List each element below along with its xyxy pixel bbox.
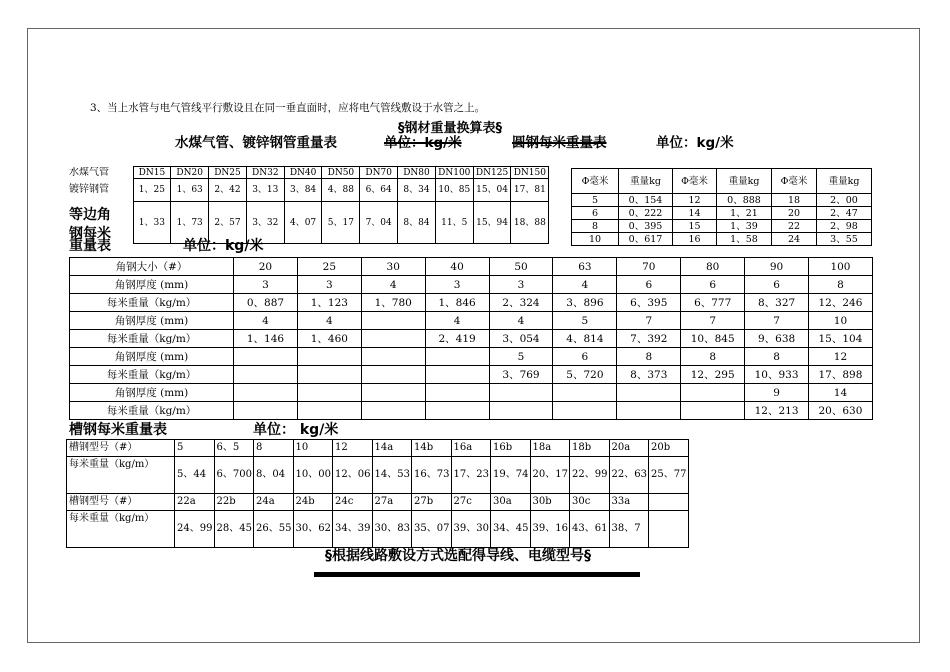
round-steel-header: Φ毫米 xyxy=(772,169,817,194)
table-cell: 39、30 xyxy=(451,511,491,548)
pipe-size-header: DN40 xyxy=(284,167,322,179)
table-cell: 3、769 xyxy=(489,366,553,384)
table-cell: 8 xyxy=(745,348,809,366)
table-cell: 24b xyxy=(293,494,333,511)
pipe-size-header: DN100 xyxy=(435,167,473,179)
table-row xyxy=(70,384,873,402)
table-cell: 10、845 xyxy=(681,330,745,348)
table-cell: 5、44 xyxy=(175,457,215,494)
table-cell: 5 xyxy=(553,312,617,330)
table-cell: 90 xyxy=(745,258,809,276)
table-cell: 40 xyxy=(425,258,489,276)
table-cell: 1、39 xyxy=(717,220,772,233)
table-cell: 4 xyxy=(234,312,298,330)
table-cell: 15、94 xyxy=(473,202,511,244)
table-cell: 1、33 xyxy=(133,202,171,244)
table-cell: 1、780 xyxy=(361,294,425,312)
table-cell: 10、00 xyxy=(293,457,333,494)
table-cell: 25 xyxy=(297,258,361,276)
table-cell: 10、933 xyxy=(745,366,809,384)
table-cell: 14a xyxy=(372,440,412,457)
angle-title-line-1: 等边角 xyxy=(69,206,111,223)
table-cell: 33a xyxy=(609,494,649,511)
table-cell: 30b xyxy=(530,494,570,511)
table-cell: 1、58 xyxy=(717,233,772,246)
table-cell: 0、617 xyxy=(619,233,673,246)
table-cell xyxy=(681,384,745,402)
pipe-size-header: DN15 xyxy=(133,167,171,179)
round-steel-header: Φ毫米 xyxy=(673,169,717,194)
table-cell xyxy=(361,348,425,366)
table-cell: 5 xyxy=(175,440,215,457)
table-row xyxy=(70,366,873,384)
table-cell: 4 xyxy=(425,312,489,330)
table-cell: 6 xyxy=(745,276,809,294)
table-cell: 20b xyxy=(649,440,689,457)
pipe-size-header: DN125 xyxy=(473,167,511,179)
table-cell: 16 xyxy=(673,233,717,246)
table-cell: 10 xyxy=(293,440,333,457)
table-cell: 8 xyxy=(572,220,619,233)
table-cell: 7 xyxy=(681,312,745,330)
table-cell: 6 xyxy=(617,276,681,294)
table-cell xyxy=(297,402,361,420)
table-row xyxy=(67,440,689,457)
table-cell: 12、213 xyxy=(745,402,809,420)
table-cell: 每米重量（kg/m） xyxy=(70,294,234,312)
table-cell xyxy=(425,384,489,402)
table-cell: 17、81 xyxy=(511,179,549,202)
pipe-size-header: DN32 xyxy=(246,167,284,179)
table-cell: 30、83 xyxy=(372,511,412,548)
table-cell: 8、84 xyxy=(398,202,436,244)
table-cell: 1、146 xyxy=(234,330,298,348)
table-cell: 5、17 xyxy=(322,202,360,244)
table-cell xyxy=(617,402,681,420)
table-cell: 7 xyxy=(617,312,681,330)
table-cell: 6 xyxy=(681,276,745,294)
table-row xyxy=(67,511,689,548)
table-cell: 每米重量（kg/m） xyxy=(70,366,234,384)
table-cell: 0、154 xyxy=(619,194,673,207)
table-cell: 3、054 xyxy=(489,330,553,348)
table-cell: 19、74 xyxy=(491,457,531,494)
table-cell xyxy=(297,366,361,384)
table-cell xyxy=(361,384,425,402)
table-cell: 8 xyxy=(681,348,745,366)
round-steel-heading: 圆钢每米重量表 xyxy=(512,135,607,151)
table-cell: 22a xyxy=(175,494,215,511)
table-header-row xyxy=(572,169,872,194)
table-cell: 24、99 xyxy=(175,511,215,548)
table-cell: 14 xyxy=(673,207,717,220)
table-cell: 12、295 xyxy=(681,366,745,384)
table-cell: 8、327 xyxy=(745,294,809,312)
table-cell: 8 xyxy=(254,440,294,457)
table-cell: 20、630 xyxy=(809,402,873,420)
table-cell: 6 xyxy=(553,348,617,366)
table-cell: 100 xyxy=(809,258,873,276)
table-cell: 0、222 xyxy=(619,207,673,220)
table-cell: 10 xyxy=(572,233,619,246)
table-cell: 2、98 xyxy=(817,220,872,233)
table-cell: 0、887 xyxy=(234,294,298,312)
table-cell: 30 xyxy=(361,258,425,276)
table-cell: 1、846 xyxy=(425,294,489,312)
table-cell: 9 xyxy=(745,384,809,402)
table-cell: 3 xyxy=(234,276,298,294)
table-cell: 10 xyxy=(809,312,873,330)
table-row xyxy=(70,348,873,366)
round-steel-unit: 单位：kg/米 xyxy=(656,135,734,151)
table-cell xyxy=(649,511,689,548)
table-cell: 9、638 xyxy=(745,330,809,348)
round-steel-table xyxy=(571,168,872,246)
table-cell: 39、16 xyxy=(530,511,570,548)
pipe-size-header: DN70 xyxy=(360,167,398,179)
table-cell xyxy=(553,384,617,402)
table-cell: 25、77 xyxy=(649,457,689,494)
table-cell: 1、63 xyxy=(171,179,209,202)
table-cell: 14b xyxy=(412,440,452,457)
table-cell: 12、246 xyxy=(809,294,873,312)
table-cell xyxy=(361,330,425,348)
table-cell: 4 xyxy=(297,312,361,330)
table-cell: 20 xyxy=(234,258,298,276)
table-cell: 6、700 xyxy=(214,457,254,494)
table-cell: 槽钢型号（#） xyxy=(67,440,175,457)
table-cell: 7、392 xyxy=(617,330,681,348)
table-row xyxy=(572,220,872,233)
table-cell: 38、7 xyxy=(609,511,649,548)
table-row xyxy=(572,233,872,246)
table-cell: 6 xyxy=(572,207,619,220)
table-cell: 15、104 xyxy=(809,330,873,348)
channel-table-heading: 槽钢每米重量表 xyxy=(69,422,167,438)
table-cell: 5 xyxy=(489,348,553,366)
table-row xyxy=(69,167,549,179)
table-cell: 每米重量（kg/m） xyxy=(67,511,175,548)
footer-title: §根据线路敷设方式选配得导线、电缆型号§ xyxy=(325,548,591,564)
table-row xyxy=(572,207,872,220)
installation-note: 3、当上水管与电气管线平行敷设且在同一垂直面时，应将电气管线敷设于水管之上。 xyxy=(90,102,486,114)
table-cell: 角钢大小（#） xyxy=(70,258,234,276)
table-cell: 24 xyxy=(772,233,817,246)
round-steel-header: Φ毫米 xyxy=(572,169,619,194)
table-cell: 14 xyxy=(809,384,873,402)
table-cell: 6、777 xyxy=(681,294,745,312)
pipe-label-gas: 水煤气管 xyxy=(69,166,109,178)
table-cell: 16b xyxy=(491,440,531,457)
table-cell: 16、73 xyxy=(412,457,452,494)
table-cell: 1、73 xyxy=(171,202,209,244)
pipe-size-header: DN80 xyxy=(398,167,436,179)
table-cell: 17、898 xyxy=(809,366,873,384)
table-cell: 24c xyxy=(333,494,373,511)
table-cell: 每米重量（kg/m） xyxy=(67,457,175,494)
table-cell: 30、62 xyxy=(293,511,333,548)
pipe-label-galvanized: 镀锌钢管 xyxy=(69,184,109,195)
table-cell xyxy=(361,402,425,420)
table-cell: 15、04 xyxy=(473,179,511,202)
table-cell: 12 xyxy=(809,348,873,366)
table-cell: 22、63 xyxy=(609,457,649,494)
table-cell: 3 xyxy=(425,276,489,294)
table-cell: 3、55 xyxy=(817,233,872,246)
channel-steel-table xyxy=(66,439,689,548)
table-cell: 18a xyxy=(530,440,570,457)
table-row xyxy=(70,258,873,276)
table-cell: 4、814 xyxy=(553,330,617,348)
pipe-table-unit: 单位：kg/米 xyxy=(384,135,462,151)
table-cell: 22、99 xyxy=(570,457,610,494)
table-cell: 4 xyxy=(553,276,617,294)
table-cell: 16a xyxy=(451,440,491,457)
table-cell: 18b xyxy=(570,440,610,457)
table-cell xyxy=(617,384,681,402)
table-cell: 3、896 xyxy=(553,294,617,312)
table-row xyxy=(572,194,872,207)
table-cell: 4 xyxy=(361,276,425,294)
channel-table-unit: 单位： kg/米 xyxy=(253,422,339,438)
table-cell: 12 xyxy=(333,440,373,457)
table-cell: 3 xyxy=(297,276,361,294)
table-cell: 70 xyxy=(617,258,681,276)
angle-title-line-3: 重量表 xyxy=(69,238,111,254)
table-cell: 63 xyxy=(553,258,617,276)
table-cell: 3、84 xyxy=(284,179,322,202)
round-steel-header: 重量kg xyxy=(619,169,673,194)
table-cell xyxy=(297,384,361,402)
table-cell: 26、55 xyxy=(254,511,294,548)
angle-title-line-2: 钢每米 xyxy=(69,225,111,242)
table-cell: 4 xyxy=(489,312,553,330)
table-row xyxy=(70,402,873,420)
table-cell: 17、23 xyxy=(451,457,491,494)
table-cell: 角钢厚度 (mm) xyxy=(70,348,234,366)
table-cell: 4、88 xyxy=(322,179,360,202)
footer-rule xyxy=(314,572,640,577)
table-cell: 22b xyxy=(214,494,254,511)
pipe-size-header: DN50 xyxy=(322,167,360,179)
table-cell xyxy=(489,402,553,420)
table-cell: 5 xyxy=(572,194,619,207)
angle-steel-table xyxy=(69,257,873,420)
table-cell: 3 xyxy=(489,276,553,294)
table-cell: 20a xyxy=(609,440,649,457)
table-cell: 角钢厚度 (mm) xyxy=(70,312,234,330)
table-cell: 8 xyxy=(809,276,873,294)
table-cell: 2、42 xyxy=(209,179,247,202)
table-cell: 角钢厚度 (mm) xyxy=(70,384,234,402)
table-cell: 27c xyxy=(451,494,491,511)
pipe-weight-table xyxy=(69,166,549,244)
table-cell xyxy=(649,494,689,511)
table-row xyxy=(67,494,689,511)
table-cell: 30a xyxy=(491,494,531,511)
table-cell: 6、5 xyxy=(214,440,254,457)
table-cell xyxy=(425,348,489,366)
table-cell: 0、888 xyxy=(717,194,772,207)
table-cell xyxy=(425,366,489,384)
table-cell: 8、04 xyxy=(254,457,294,494)
table-cell: 2、47 xyxy=(817,207,872,220)
table-cell xyxy=(425,402,489,420)
table-cell: 2、00 xyxy=(817,194,872,207)
table-cell xyxy=(297,348,361,366)
table-cell: 8、373 xyxy=(617,366,681,384)
table-row xyxy=(69,179,549,202)
table-row xyxy=(70,330,873,348)
pipe-size-header: DN25 xyxy=(209,167,247,179)
table-cell: 35、07 xyxy=(412,511,452,548)
table-cell xyxy=(489,384,553,402)
table-row xyxy=(70,276,873,294)
round-steel-header: 重量kg xyxy=(817,169,872,194)
table-cell: 28、45 xyxy=(214,511,254,548)
table-cell xyxy=(361,312,425,330)
table-cell: 20、17 xyxy=(530,457,570,494)
table-cell: 0、395 xyxy=(619,220,673,233)
table-cell: 27a xyxy=(372,494,412,511)
table-cell xyxy=(361,366,425,384)
table-cell: 12 xyxy=(673,194,717,207)
table-cell: 34、45 xyxy=(491,511,531,548)
table-cell xyxy=(234,384,298,402)
table-cell: 27b xyxy=(412,494,452,511)
table-row xyxy=(69,202,549,244)
table-cell: 2、57 xyxy=(209,202,247,244)
table-row xyxy=(67,457,689,494)
table-cell: 18 xyxy=(772,194,817,207)
table-cell: 2、419 xyxy=(425,330,489,348)
table-cell: 8、34 xyxy=(398,179,436,202)
main-title: §钢材重量换算表§ xyxy=(398,121,503,136)
table-cell: 2、324 xyxy=(489,294,553,312)
round-steel-header: 重量kg xyxy=(717,169,772,194)
table-cell: 7 xyxy=(745,312,809,330)
table-cell: 20 xyxy=(772,207,817,220)
table-cell: 每米重量（kg/m） xyxy=(70,330,234,348)
table-cell: 3、32 xyxy=(246,202,284,244)
table-cell xyxy=(234,366,298,384)
table-cell: 34、39 xyxy=(333,511,373,548)
table-cell: 30c xyxy=(570,494,610,511)
table-cell: 1、21 xyxy=(717,207,772,220)
table-cell: 5、720 xyxy=(553,366,617,384)
table-cell: 24a xyxy=(254,494,294,511)
table-cell xyxy=(234,402,298,420)
table-row xyxy=(70,294,873,312)
pipe-size-header: DN20 xyxy=(171,167,209,179)
table-cell: 每米重量（kg/m） xyxy=(70,402,234,420)
table-cell: 10、85 xyxy=(435,179,473,202)
table-cell: 3、13 xyxy=(246,179,284,202)
table-cell xyxy=(681,402,745,420)
table-cell: 11、5 xyxy=(435,202,473,244)
table-cell: 22 xyxy=(772,220,817,233)
table-cell: 43、61 xyxy=(570,511,610,548)
table-cell: 7、04 xyxy=(360,202,398,244)
table-cell: 80 xyxy=(681,258,745,276)
table-cell: 6、64 xyxy=(360,179,398,202)
table-cell: 15 xyxy=(673,220,717,233)
pipe-size-header: DN150 xyxy=(511,167,549,179)
angle-table-unit: 单位：kg/米 xyxy=(183,238,264,254)
table-cell: 14、53 xyxy=(372,457,412,494)
pipe-table-heading: 水煤气管、镀锌钢管重量表 xyxy=(175,135,337,151)
table-cell: 1、460 xyxy=(297,330,361,348)
table-cell: 角钢厚度 (mm) xyxy=(70,276,234,294)
table-cell xyxy=(553,402,617,420)
table-cell: 1、25 xyxy=(133,179,171,202)
table-cell: 1、123 xyxy=(297,294,361,312)
table-row xyxy=(70,312,873,330)
table-cell: 6、395 xyxy=(617,294,681,312)
table-cell xyxy=(234,348,298,366)
table-cell: 50 xyxy=(489,258,553,276)
table-cell: 4、07 xyxy=(284,202,322,244)
table-cell: 槽钢型号（#） xyxy=(67,494,175,511)
table-cell: 12、06 xyxy=(333,457,373,494)
table-cell: 18、88 xyxy=(511,202,549,244)
table-cell: 8 xyxy=(617,348,681,366)
